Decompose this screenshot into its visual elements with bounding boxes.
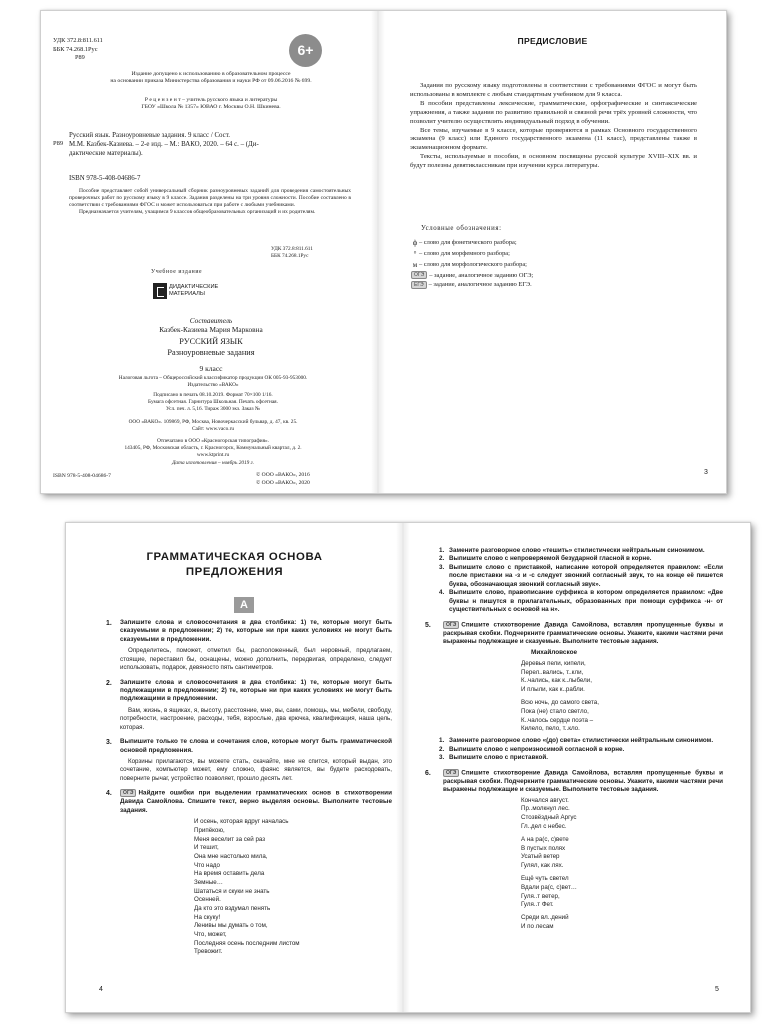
poem-line: Ленивы мы думать о том, <box>194 922 268 930</box>
poem-line: И плыли, как к..рабли. <box>521 686 585 694</box>
udk-line: УДК 372.8:811.611 <box>53 37 103 44</box>
preface-paragraph: В пособии представлены лексические, грамматические, орфографические и синтаксические упражнения, а также задания по развитию правильной и связной речи трёх уровней сложности, что позволит учителю осуществлять индивидуальный подход в обучении. <box>410 99 697 125</box>
poem-line: Она мне настолько мила, <box>194 852 268 860</box>
subtask-text: Выпишите слово, правописание суффикса в котором определяется правилом: «Две буквы н пишутся в прилагательных, образованных при помощи суффикса -н- от существительных с основой на н». <box>449 589 723 614</box>
publisher-line: ООО «ВАКО». 109869, РФ, Москва, Новочеркасский бульвар, д. 47, кв. 25. <box>128 419 298 425</box>
preface-page <box>377 11 727 493</box>
age-rating-badge: 6+ <box>289 34 322 67</box>
printer-info <box>53 438 373 459</box>
isbn: ISBN 978-5-408-04686-7 <box>69 175 141 182</box>
poem-line: Вдали ра(с, с)вет… <box>521 883 577 891</box>
series-logo-icon <box>153 283 167 299</box>
print-details <box>53 392 373 413</box>
legend-text: – слово для морфемного разбора; <box>419 250 510 258</box>
poem-line: А на ра(с, с)вете <box>521 835 569 843</box>
poem-line: На скуку! <box>194 913 221 921</box>
task-item <box>425 621 723 763</box>
print-line: Усл. печ. л. 5,16. Тираж 3000 экз. Заказ № <box>165 405 260 412</box>
tax-note <box>53 375 373 389</box>
legend-text: – слово для морфологического разбора; <box>419 261 527 269</box>
legend-item <box>411 271 701 281</box>
approval-line: Издание допущено к использованию в образовательном процессе <box>131 71 291 77</box>
poem-line: Последняя осень последним листом <box>194 939 300 947</box>
task-list <box>102 619 392 957</box>
task-question-text: Найдите ошибки при выделении грамматических основ в стихотворении Давида Самойлова. Спишите текст, верно выделяя основы. Выполните тестовые задания. <box>120 789 392 814</box>
print-line: Бумага офсетная. Гарнитура Школьная. Печать офсетная. <box>148 398 278 405</box>
chapter-title-line: ПРЕДЛОЖЕНИЯ <box>185 565 284 578</box>
subtask-item <box>439 564 723 589</box>
print-line: Подписано в печать 08.10.2019. Формат 70×100 1/16. <box>153 392 273 398</box>
morpheme-mark-icon: ° <box>413 249 417 258</box>
printer-line: www.ktprint.ru <box>196 451 230 458</box>
biblio-code: Р89 <box>53 140 64 147</box>
task-question: Запишите слова и словосочетания в два столбика: 1) те, которые могут быть подлежащими в предложении; 2) те, которые ни при каких условиях не могут быть подлежащими в предложении. <box>120 678 392 703</box>
poem-line: Пока (не) стало светло, <box>521 707 589 715</box>
exercise-page-left <box>66 523 403 1012</box>
task-words: Определитесь, поможет, отметил бы, расположенный, был неровный, предлагаем, стоящие, переставил бы, оснащены, можно дополнить, передвигая, определено, следует использовать, подарок, девяносто пять сантиметров. <box>120 647 392 672</box>
oge-tag-icon: ОГЭ <box>443 621 459 629</box>
subtask-number: 1. <box>439 737 445 745</box>
subtask-text: Выпишите слово с приставкой. <box>449 754 548 762</box>
bbk-line: ББК 74.268.1Рус <box>271 253 309 260</box>
task-item <box>102 789 392 957</box>
page-number: 4 <box>99 986 103 993</box>
subtask-number: 1. <box>439 547 445 554</box>
legend-text: – задание, аналогичное заданию ОГЭ; <box>429 271 534 279</box>
compiler-label: Составитель <box>189 316 233 325</box>
poem-line: В пустых полях <box>521 844 566 852</box>
poem-title: Михайловское <box>531 649 578 657</box>
preface-title: ПРЕДИСЛОВИЕ <box>517 36 588 46</box>
task-question-text: Спишите стихотворение Давида Самойлова, вставляя пропущенные буквы и раскрывая скобки. Подчеркните грамматические основы. Укажите, какими частями речи выражены подлежащие и сказуемые. Выполните тестовые задания. <box>443 769 723 794</box>
legend-item <box>411 280 701 290</box>
biblio-line: М.М. Казбек-Казиева. – 2-е изд. – М.: ВАКО, 2020. – 64 с. – (Ди- <box>69 140 259 148</box>
approval-note <box>61 71 361 86</box>
bibliographic-record <box>53 132 353 159</box>
subtask-number: 3. <box>439 754 445 762</box>
exercise-page-right <box>403 523 751 1012</box>
subtask-list <box>439 547 723 615</box>
task-item <box>425 769 723 932</box>
printer-line: Отпечатано в ООО «Красногорская типография». <box>156 438 270 444</box>
task-number: 6. <box>425 769 431 777</box>
book-grade: 9 класс <box>199 363 223 373</box>
biblio-line: Русский язык. Разноуровневые задания. 9 класс / Сост. <box>69 132 230 139</box>
task-question <box>120 789 392 815</box>
poem-line: Пр..молкнул лес. <box>521 805 570 813</box>
page-number: 5 <box>715 986 719 993</box>
imprint-page <box>41 11 377 493</box>
task-words: Вам, жизнь, в ящиках, я, высоту, расстояние, мне, вы, сами, помощь, мы, мебели, свободу, потребности, настроение, расходы, тебя, взрослые, два крючка, квалификация, наша цель, которая. <box>120 706 392 731</box>
poem-line: Меня веселит за сей раз <box>194 835 266 843</box>
poem-line: Гл..дел с небес. <box>521 822 567 830</box>
legend-text: – слово для фонетического разбора; <box>419 239 517 247</box>
chapter-title <box>66 550 403 580</box>
subtask-item <box>439 754 723 762</box>
ege-tag-icon: ЕГЭ <box>411 281 427 289</box>
task-number: 1. <box>106 620 112 627</box>
legend-list <box>411 238 701 290</box>
subtask-item <box>439 737 723 745</box>
phonetic-mark-icon: ф <box>412 239 418 247</box>
preface-paragraph: Задания по русскому языку подготовлены в соответствии с требованиями ФГОС и могут быть использованы в комплекте с любым стандартным учебником для 9 класса. <box>410 82 697 98</box>
legend-item <box>411 260 701 271</box>
annotation-paragraph: Пособие представляет собой универсальный сборник разноуровневых заданий для проведения самостоятельных проверочных работ по русскому языку в 9 классе. Задания разделены на три уровня сложности. Пособие составлено в соответствии с требованиями ФГОС и может использоваться при работе с любыми учебниками. <box>69 188 351 209</box>
udk-block-secondary <box>271 246 313 260</box>
task-number: 5. <box>425 621 431 629</box>
tax-line: Налоговая льгота – Общероссийский классификатор продукции ОК 005-93-953000. <box>118 375 308 381</box>
book-subtitle: Разноуровневые задания <box>167 347 255 357</box>
poem-line: К..чались, как к..лыбели, <box>521 677 592 685</box>
poem-line: Да кто это вздумал пенять <box>194 905 271 912</box>
reviewer-note <box>61 97 361 112</box>
poem-line: Земные… <box>194 878 223 886</box>
task-question <box>443 621 723 647</box>
compiler-name: Казбек-Казиева Мария Марковна <box>159 325 263 334</box>
copyright-line: © ООО «ВАКО», 2016 <box>256 472 310 478</box>
level-badge: А <box>234 597 254 613</box>
poem-line: Стозвёздный Аргус <box>521 814 577 822</box>
preface-body <box>410 82 697 171</box>
poem-line: Припёкою, <box>194 826 225 834</box>
task-number: 3. <box>106 739 112 747</box>
printer-line: 143405, РФ, Московская область, г. Красногорск, Коммунальный квартал, д. 2. <box>124 444 302 451</box>
book-spread-pages-2-3 <box>40 10 727 494</box>
task-item <box>102 738 392 783</box>
subtask-text: Замените разговорное слово «(до) света» стилистически нейтральным синонимом. <box>449 737 714 745</box>
task-question: Запишите слова и словосочетания в два столбика: 1) те, которые могут быть сказуемыми в предложении; 2) те, которые ни при каких условиях не могут быть сказуемыми в предложении. <box>120 619 392 643</box>
task-question: Выпишите только те слова и сочетания слов, которые могут быть грамматической основой предложения. <box>120 738 392 754</box>
annotation <box>69 188 351 217</box>
poem-line: Всю ночь, до самого света, <box>521 699 599 707</box>
task-question-text: Спишите стихотворение Давида Самойлова, вставляя пропущенные буквы и раскрывая скобки. Подчеркните грамматические основы. Укажите, какими частями речи выражены подлежащие и сказуемые. Выполните тестовые задания. <box>443 621 723 646</box>
annotation-paragraph: Предназначается учителям, учащимся 9 классов общеобразовательных организаций и их родителям. <box>79 209 316 216</box>
task-question <box>443 769 723 795</box>
isbn-bottom: ISBN 978-5-408-04686-7 <box>53 473 111 479</box>
copyright-line: © ООО «ВАКО», 2020 <box>256 479 310 486</box>
poem-line: Среди вл..дений <box>521 914 569 922</box>
series-logo-text <box>169 284 218 297</box>
udk-line: УДК 372.8:811.611 <box>271 246 313 252</box>
oge-tag-icon: ОГЭ <box>120 789 136 797</box>
tax-line: Издательство «ВАКО» <box>187 381 239 388</box>
subtask-text: Выпишите слово с непроизносимой согласной в корне. <box>449 745 625 753</box>
reviewer-line: ГБОУ «Школа № 1357» ЮВАО г. Москвы О.Н. Шкинева. <box>141 104 281 111</box>
subtask-text: Выпишите слово с приставкой, написание которой определяется правилом: «Если после приставки на -з и -с следует звонкий согласный звук, то на конце её пишется буква, обозначающая звонкий согласный звук». <box>449 563 723 588</box>
subtask-number: 4. <box>439 589 445 597</box>
poem-line: Ещё чуть светел <box>521 874 569 882</box>
subtask-list <box>439 737 723 762</box>
approval-line: на основании приказа Министерства образования и науки РФ от 09.06.2016 № 699. <box>110 78 312 85</box>
poem-line: Гуля..т ветер, <box>521 892 560 900</box>
task-number: 4. <box>106 790 112 798</box>
udk-block <box>53 37 103 63</box>
page-number: 3 <box>704 469 708 476</box>
subtask-text: Выпишите слово с непроверяемой безударной гласной в корне. <box>449 555 652 563</box>
poem-line: К..чалось сердце поэта – <box>521 716 594 724</box>
poem <box>521 797 723 932</box>
oge-tag-icon: ОГЭ <box>411 271 427 279</box>
poem-line: Осенней. <box>194 896 221 904</box>
manufacture-date: Дата изготовления – ноябрь 2019 г. <box>172 460 254 466</box>
poem <box>521 660 723 734</box>
poem-line: Килело, пело, т..кло. <box>521 725 580 733</box>
poem-line: Перел..вались, т..кли, <box>521 668 584 676</box>
series-logo <box>153 283 218 299</box>
bbk-line: ББК 74.268.1Рус <box>53 45 98 53</box>
poem-line: И по лесам <box>521 922 554 930</box>
preface-paragraph: Все темы, изучаемые в 9 классе, которые проверяются в рамках Основного государственного экзамена (9 класс) или Единого государственного экзамена (11 класс), представлены также в экзаменационном формате. <box>410 126 697 152</box>
poem-line: Что надо <box>194 861 220 869</box>
task-words: Корзины прилагаются, вы можете стать, скачайте, мне не спится, который выдан, это сочетание, компьютер может, ему сложно, фаянс является, вы будете расходовать, поверните рычаг, устройство позволяет, прошло десять лет. <box>120 758 392 782</box>
poem-line: Что, может, <box>194 931 227 939</box>
poem-line: На время оставить дела <box>194 870 265 878</box>
logo-line: ДИДАКТИЧЕСКИЕ <box>169 284 219 290</box>
publisher-line: Сайт: www.vaco.ru <box>191 425 235 432</box>
copyright <box>256 472 310 487</box>
biblio-line: дактические материалы). <box>69 149 143 157</box>
logo-line: МАТЕРИАЛЫ <box>169 290 205 297</box>
legend-item <box>411 238 701 249</box>
legend-title: Условные обозначения: <box>421 225 502 232</box>
oge-tag-icon: ОГЭ <box>443 769 459 777</box>
subtask-number: 2. <box>439 555 445 563</box>
edition-type: Учебное издание <box>151 269 203 275</box>
subtask-item <box>439 555 723 563</box>
subtask-text: Замените разговорное слово «тешить» стилистически нейтральным синонимом. <box>449 547 705 554</box>
poem-line: И осень, которая вдруг началась <box>194 818 289 826</box>
morphology-mark-icon: м <box>412 260 418 269</box>
book-title-block <box>61 337 361 373</box>
reviewer-line: Р е ц е н з е н т – учитель русского языка и литературы <box>144 97 278 103</box>
poem-line: Деревья пели, кипели, <box>521 659 586 667</box>
poem-line: Гулял, как лях. <box>521 862 564 870</box>
book-spread-pages-4-5 <box>65 522 751 1013</box>
poem-line: Шататься и скуки не знать <box>194 887 270 895</box>
legend-text: – задание, аналогичное заданию ЕГЭ. <box>428 281 532 289</box>
legend-item <box>411 249 701 260</box>
chapter-title-line: ГРАММАТИЧЕСКАЯ ОСНОВА <box>146 551 323 563</box>
task-number: 2. <box>106 679 112 687</box>
subtask-number: 2. <box>439 745 445 753</box>
subtask-item <box>439 746 723 754</box>
preface-paragraph: Тексты, используемые в пособии, в основном посвящены русской культуре XVIII–XIX вв. и будут полезны девятиклассникам при изучении курса литературы. <box>410 153 697 170</box>
poem-line: Тревожит. <box>194 948 223 956</box>
book-title: РУССКИЙ ЯЗЫК <box>179 337 243 346</box>
poem-line: И тешит, <box>194 844 219 852</box>
subtask-item <box>439 589 723 614</box>
author-mark: Р89 <box>75 54 85 61</box>
subtask-number: 3. <box>439 563 445 571</box>
poem-line: Гуля..т Фет. <box>521 901 554 909</box>
publisher-info <box>53 419 373 433</box>
poem-line: Кончался август. <box>521 796 569 804</box>
poem-line: Усатый ветер <box>521 853 560 861</box>
task-item <box>102 679 392 733</box>
exercise-column <box>425 547 723 932</box>
task-item <box>102 619 392 673</box>
poem <box>194 818 392 957</box>
